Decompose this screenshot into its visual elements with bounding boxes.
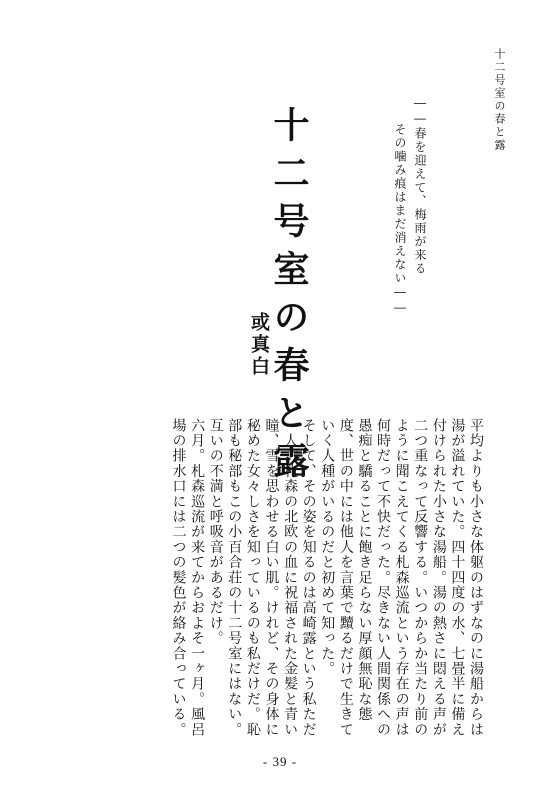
story-title: 十二号室の春と露 (268, 106, 310, 490)
tagline: ――春を迎えて、梅雨が来る その噛み痕はまだ消えない―― (393, 96, 427, 316)
running-header: 十二号室の春と露 (493, 48, 506, 152)
paragraph: 六月。札森巡流が来てからおよそ一ヶ月。風呂場の排水口には二つの髪色が絡み合っている。 (170, 418, 206, 738)
paragraph: そして、その姿を知るのは高崎露という私ただ一人。札森の北欧の血に祝福された金髪と青い瞳、雪を思わせる白い肌。けれど、その身体に秘めた女々しさを知っているのも私だけだ。恥部も秘部もこの小百合荘の十二号室にはない。互いの不満と呼吸音があるだけ。 (207, 418, 317, 738)
author-name: 或真白 (248, 312, 270, 378)
page-number: - 39 - (262, 754, 298, 769)
paragraph: 平均よりも小さな体躯のはずなのに湯船からは湯が溢れていた。四十四度の水、七畳半に備え付けられた小さな湯船。湯の熱さに悶える声が二つ重なって反響する。いつからか当たり前のように聞こえてくる札森巡流という存在の声は何時だって不快だった。尽きない人間関係への愚痴と驕ることに飽き足らない厚顔無恥な態度、世の中には他人を言葉で黷るだけで生きていく人種がいるのだと初めて知った。 (319, 418, 484, 738)
body-text (169, 418, 485, 738)
